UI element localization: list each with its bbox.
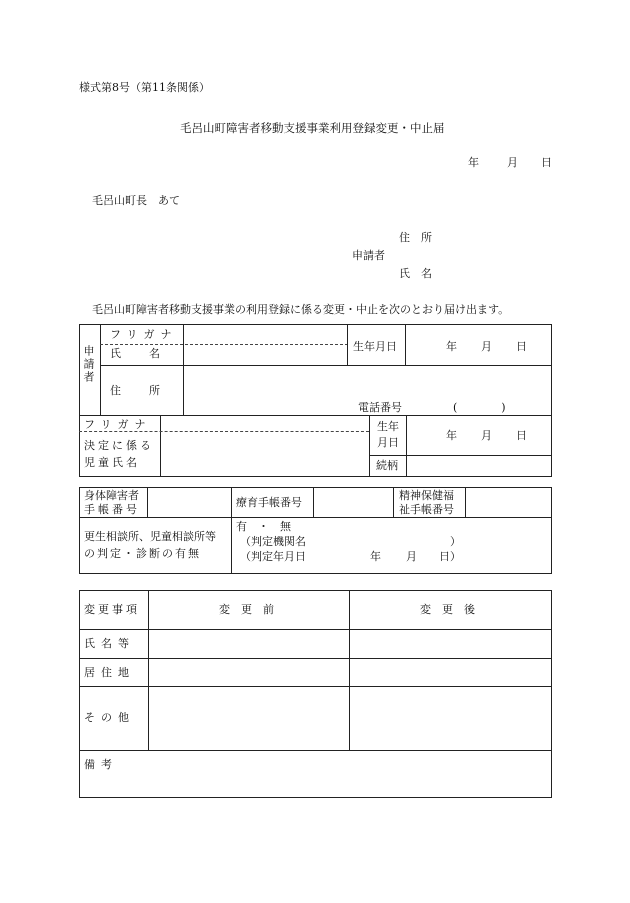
date-year: 年 (468, 156, 479, 169)
judgement-label-line2: の判定・診断の有無 (84, 547, 201, 560)
applicant-birth-day: 日 (516, 340, 527, 353)
change-after-header: 変 更 後 (420, 603, 475, 616)
institution-close: ） (450, 535, 461, 548)
date-day: 日 (541, 156, 552, 169)
relation-label: 続柄 (376, 459, 398, 472)
mental-handbook-label-line2: 祉手帳番号 (399, 503, 454, 516)
physical-handbook-label-line2: 手帳番号 (84, 503, 140, 516)
child-birth-label-line1: 生年 (377, 420, 399, 433)
child-name-label-line1: 決定に係る (84, 439, 154, 452)
institution-label: （判定機関名 (240, 535, 306, 548)
applicant-birth-year: 年 (446, 340, 457, 353)
child-birth-month: 月 (481, 429, 492, 442)
change-before-header: 変 更 前 (219, 603, 274, 616)
change-table (79, 590, 552, 798)
remarks-label: 備考 (84, 758, 118, 771)
child-birth-day: 日 (516, 429, 527, 442)
judgement-date-label: （判定年月日 (240, 550, 306, 563)
change-row-residence: 居住地 (84, 666, 135, 679)
name-label: 氏 名 (399, 267, 432, 280)
child-birth-label-line2: 月日 (377, 436, 399, 449)
judgement-label-line1: 更生相談所、児童相談所等 (84, 530, 216, 543)
rehab-handbook-label: 療育手帳番号 (236, 496, 302, 509)
date-month: 月 (507, 156, 518, 169)
form-title: 毛呂山町障害者移動支援事業利用登録変更・中止届 (180, 121, 445, 135)
applicant-name-label: 氏 名 (110, 347, 162, 360)
applicant-address-label: 住 所 (110, 384, 162, 397)
phone-label: 電話番号 (358, 401, 402, 414)
phone-paren: ( ) (453, 401, 506, 414)
child-furigana-label: フリガナ (84, 418, 152, 431)
judgement-day: 日） (439, 550, 461, 563)
change-row-name: 氏名等 (84, 637, 135, 650)
child-birth-year: 年 (446, 429, 457, 442)
mental-handbook-label-line1: 精神保健福 (399, 489, 454, 502)
statement: 毛呂山町障害者移動支援事業の利用登録に係る変更・中止を次のとおり届け出ます。 (92, 303, 510, 316)
applicant-side-label: 申請者 (82, 345, 95, 384)
form-number: 様式第8号（第11条関係） (79, 81, 210, 94)
change-item-header: 変更事項 (84, 603, 140, 616)
yes-no-option: 有 ・ 無 (236, 520, 291, 533)
applicant-birth-month: 月 (481, 340, 492, 353)
child-name-label-line2: 児童氏名 (84, 456, 140, 469)
judgement-month: 月 (406, 550, 417, 563)
physical-handbook-label-line1: 身体障害者 (84, 489, 139, 502)
birthdate-label: 生年月日 (353, 340, 397, 353)
change-row-other: その他 (84, 711, 135, 724)
judgement-year: 年 (370, 550, 381, 563)
applicant-furigana-label: フリガナ (110, 328, 178, 341)
applicant-label: 申請者 (352, 249, 385, 262)
addressee: 毛呂山町長 あて (92, 194, 180, 207)
address-label: 住 所 (399, 231, 432, 244)
